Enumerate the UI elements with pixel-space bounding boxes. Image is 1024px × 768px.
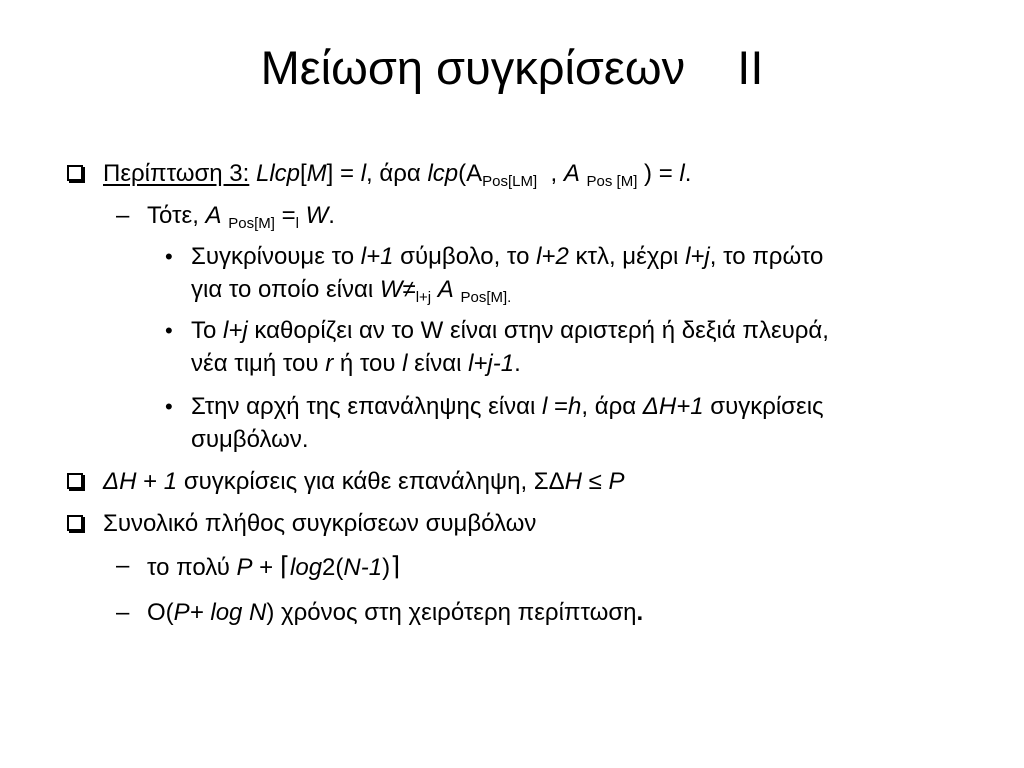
space-text [431, 276, 438, 303]
close-paren-text: ) [382, 554, 391, 581]
a-text: (A [458, 160, 483, 187]
bullet-determine-line2 [191, 348, 521, 380]
r-text: r [325, 350, 334, 377]
tote-text: Τότε, [147, 202, 206, 229]
bullet-box-1 [67, 165, 83, 181]
bullet-tote [147, 200, 335, 232]
l-text: l [542, 393, 548, 420]
right-ceil-symbol: ⌉ [390, 551, 401, 581]
delta-h-text: ΔΗ [103, 468, 137, 495]
determines-text: καθορίζει αν το W είναι στην αριστερή ή δεξιά πλευρά, [247, 317, 829, 344]
plus-text: + [252, 554, 280, 581]
dot-marker-3: • [165, 394, 173, 419]
l2-text: l [679, 160, 685, 187]
bullet-case-3 [103, 158, 691, 190]
new-value-text: νέα τιμή του [191, 350, 326, 377]
l-plus-2-text: l+2 [536, 243, 569, 270]
ara-text: , άρα [581, 393, 643, 420]
bullet-start-line1 [191, 391, 824, 423]
bullet-box-3 [67, 515, 83, 531]
pos-m-subscript: Pos[M] [228, 215, 275, 232]
dash-marker-3: – [116, 599, 130, 626]
for-which-text: για το οποίο είναι [191, 276, 380, 303]
a-text: A [437, 276, 454, 303]
ara-text: , άρα [366, 160, 428, 187]
h-text: h [568, 393, 582, 420]
or-text: ή του [333, 350, 403, 377]
bullet-per-iteration [103, 466, 625, 498]
space2-text [299, 202, 306, 229]
leq-symbol: ≤ [582, 468, 609, 495]
until-text: κτλ, μέχρι [568, 243, 686, 270]
period-text: . [514, 350, 521, 377]
llcp-text: Llcp [255, 160, 300, 187]
left-ceil-symbol: ⌈ [279, 551, 291, 581]
is-text: είναι [407, 350, 469, 377]
l-plus-j-minus-1-text: l+j-1 [468, 350, 515, 377]
comparisons-text: συγκρίσεις [703, 393, 824, 420]
l-plus-j-text: l+j [685, 243, 710, 270]
equals-text: = [274, 202, 296, 229]
bullet-compare-line1 [191, 241, 823, 273]
symbol-text: σύμβολο, το [393, 243, 537, 270]
bullet-box-2 [67, 473, 83, 489]
slide-title: Μείωση συγκρίσεων ΙΙ [260, 41, 764, 94]
bullet-determine-line1 [191, 315, 829, 347]
p-plus-log-n-text: P+ log N [173, 599, 267, 626]
bullet-at-most [147, 550, 400, 584]
dot-marker-1: • [165, 244, 173, 269]
lcp-text: lcp [427, 160, 459, 187]
to-text: Το [191, 317, 224, 344]
dash-marker-2: – [116, 552, 130, 579]
a-text: A [205, 202, 222, 229]
bullet-total: Συνολικό πλήθος συγκρίσεων συμβόλων [103, 510, 537, 537]
not-equal-symbol: ≠ [402, 276, 416, 303]
l-plus-j-subscript: l+j [415, 289, 432, 306]
worst-case-text: ) χρόνος στη χειρότερη περίπτωση [266, 599, 637, 626]
start-text: Στην αρχή της επανάληψης είναι [191, 393, 542, 420]
comma-text: , [537, 160, 564, 187]
a2-text: A [563, 160, 580, 187]
dot-marker-2: • [165, 318, 173, 343]
bullet-worst-case [147, 597, 643, 629]
pos-lm-subscript: Pos[LM] [482, 173, 538, 190]
pos-m-subscript: Pos[M]. [460, 289, 512, 306]
w-text: W [305, 202, 329, 229]
log-text: log [290, 554, 323, 581]
two-paren-text: 2( [322, 554, 344, 581]
equals-text: = [547, 393, 569, 420]
l-subscript: l [295, 215, 299, 232]
o-paren-text: O( [147, 599, 174, 626]
per-iteration-text: συγκρίσεις για κάθε επανάληψη, ΣΔ [177, 468, 565, 495]
l-text: l [402, 350, 408, 377]
plus-text: + [136, 468, 164, 495]
h-text: Η [564, 468, 583, 495]
l-plus-j-text: l+j [223, 317, 248, 344]
first-text: , το πρώτο [709, 243, 824, 270]
w-text: W [379, 276, 403, 303]
pos-m-subscript: Pos [M] [586, 173, 638, 190]
at-most-text: το πολύ [147, 554, 237, 581]
equals-text: ] = [326, 160, 361, 187]
m-text: M [306, 160, 327, 187]
dash-marker-1: – [116, 202, 130, 229]
bullet-compare-line2 [191, 274, 511, 306]
p-text: P [608, 468, 625, 495]
l-text: l [360, 160, 367, 187]
period-text: . [684, 160, 692, 187]
period-text: . [328, 202, 335, 229]
period-text: . [636, 599, 644, 626]
delta-h-plus-1-text: ΔΗ+1 [642, 393, 704, 420]
p-text: P [236, 554, 253, 581]
bracket-text: [ [300, 160, 307, 187]
l-plus-1-text: l+1 [360, 243, 394, 270]
space-text [580, 160, 587, 187]
case-label: Περίπτωση 3: [103, 160, 250, 187]
equals2-text: ) = [637, 160, 680, 187]
one-text: 1 [163, 468, 178, 495]
n-minus-1-text: N-1 [343, 554, 383, 581]
compare-text: Συγκρίνουμε το [191, 243, 361, 270]
bullet-start-line2: συμβόλων. [191, 426, 309, 453]
